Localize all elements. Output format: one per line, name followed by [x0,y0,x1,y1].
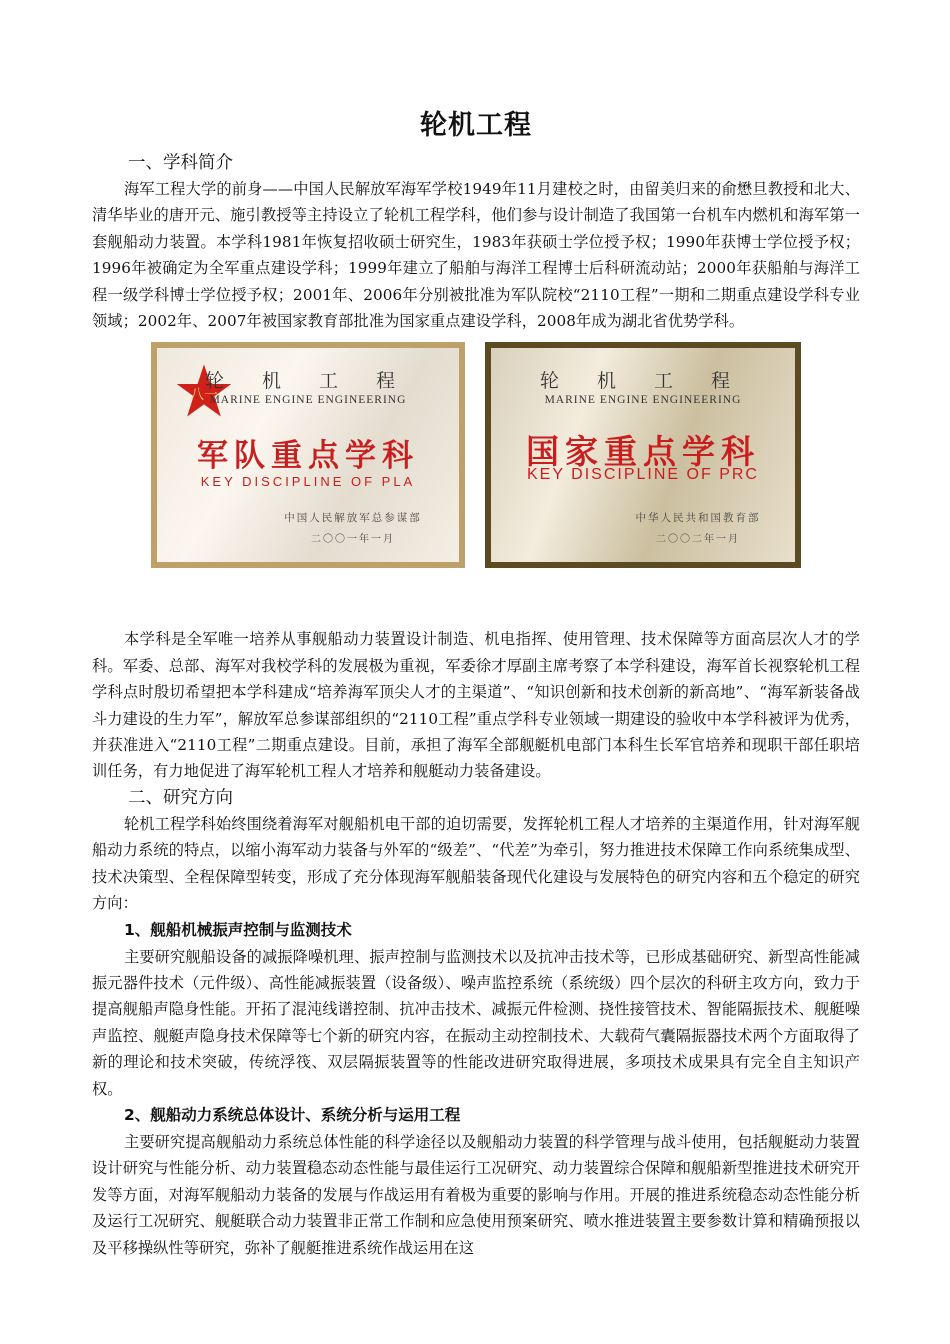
plaque-date: 二〇〇二年一月 [656,534,740,546]
direction-2-heading: 2、舰船动力系统总体设计、系统分析与运用工程 [124,1105,461,1124]
section-heading-intro: 一、学科简介 [128,153,233,173]
intro-paragraph-2: 本学科是全军唯一培养从事舰船动力装置设计制造、机电指挥、使用管理、技术保障等方面高层次人才的学科。军委、总部、海军对我校学科的发展极为重视，军委徐才厚副主席考察了本学科建设，海军首长视察轮机工程学科点时殷切希望把本学科建成“培养海军顶尖人才的主渠道”、“知识创新和技术创新的新高地”、“海军新装备战斗力建设的生力军”，解放军总参谋部组织的“2110工程”重点学科专业领域一期建设的验收中本学科被评为优秀，并获准进入“2110工程”二期重点建设。目前，承担了海军全部舰艇机电部门本科生长军官培养和现职干部任职培训任务，有力地促进了海军轮机工程人才培养和舰艇动力装备建设。 [92,630,860,781]
plaque-issuer: 中国人民解放军总参谋部 [284,512,422,525]
plaque-prc-key-discipline [485,342,801,568]
plaque-cn-title: 轮 机 工 程 [539,370,747,393]
plaque-pla-key-discipline [151,342,465,568]
plaque-en-title: MARINE ENGINE ENGINEERING [209,394,407,407]
direction-1-heading: 1、舰船机械振声控制与监测技术 [124,920,352,939]
plaque-photos [92,342,860,568]
plaque-main-title-en: KEY DISCIPLINE OF PLA [200,474,416,490]
star-emblem-text: 八一 [190,387,218,404]
document-content [92,100,860,1261]
direction-2-paragraph: 主要研究提高舰船动力系统总体性能的科学途径以及舰船动力装置的科学管理与战斗使用，包括舰艇动力装置设计研究与性能分析、动力装置稳态动态性能与最佳运行工况研究、动力装置综合保障和舰船新型推进技术研究开发等方面，对海军舰船动力装备的发展与作战运用有着极为重要的影响与作用。开展的推进系统稳态动态性能分析及运行工况研究、舰艇联合动力装置非正常工作制和应急使用预案研究、喷水推进装置主要参数计算和精确预报以及平移操纵性等研究，弥补了舰艇推进系统作战运用在这 [92,1132,860,1257]
plaque-en-title: MARINE ENGINE ENGINEERING [544,394,742,407]
page-title: 轮机工程 [420,110,532,141]
plaque-issuer: 中华人民共和国教育部 [635,512,761,525]
plaque-main-title: 军队重点学科 [197,438,419,475]
plaque-main-title: 国家重点学科 [526,432,760,472]
plaque-main-title-en: KEY DISCIPLINE OF PRC [527,466,759,484]
plaque-cn-title: 轮 机 工 程 [204,370,412,393]
plaque-date: 二〇〇一年一月 [311,534,395,546]
research-intro-paragraph: 轮机工程学科始终围绕着海军对舰船机电干部的迫切需要，发挥轮机工程人才培养的主渠道作用，针对海军舰船动力系统的特点，以缩小海军动力装备与外军的“级差”、“代差”为牵引，努力推进技术保障工作向系统集成型、技术决策型、全程保障型转变，形成了充分体现海军舰船装备现代化建设与发展特色的研究内容和五个稳定的研究方向： [92,814,860,913]
intro-paragraph-1: 海军工程大学的前身——中国人民解放军海军学校1949年11月建校之时，由留美归来的俞懋旦教授和北大、清华毕业的唐开元、施引教授等主持设立了轮机工程学科，他们参与设计制造了我国第一台机车内燃机和海军第一套舰船动力装置。本学科1981年恢复招收硕士研究生，1983年获硕士学位授予权；1990年获博士学位授予权；1996年被确定为全军重点建设学科；1999年建立了船舶与海洋工程博士后科研流动站；2000年获船舶与海洋工程一级学科博士学位授予权；2001年、2006年分别被批准为军队院校“2110工程”一期和二期重点建设学科专业领域；2002年、2007年被国家教育部批准为国家重点建设学科，2008年成为湖北省优势学科。 [92,180,860,331]
direction-1-paragraph: 主要研究舰船设备的减振降噪机理、振声控制与监测技术以及抗冲击技术等，已形成基础研究、新型高性能减振元器件技术（元件级）、高性能减振装置（设备级）、噪声监控系统（系统级）四个层次的科研主攻方向，致力于提高舰船声隐身性能。开拓了混沌线谱控制、抗冲击技术、减振元件检测、挠性接管技术、智能隔振技术、舰艇噪声监控、舰艇声隐身技术保障等七个新的研究内容，在振动主动控制技术、大载荷气囊隔振器技术两个方面取得了新的理论和技术突破，传统浮筏、双层隔振装置等的性能改进研究取得进展，多项技术成果具有完全自主知识产权。 [92,947,860,1098]
section-heading-research: 二、研究方向 [128,787,233,808]
